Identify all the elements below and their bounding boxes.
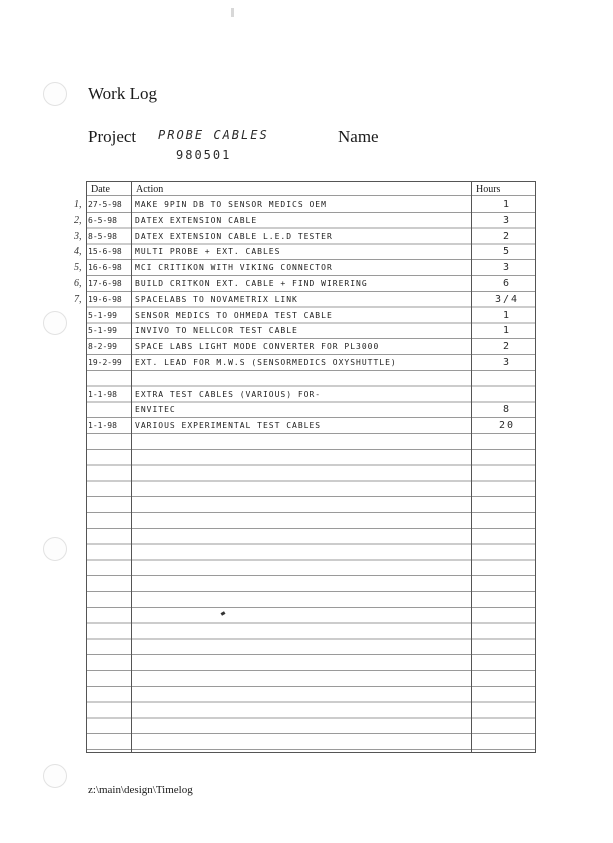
- date-cell: 5-1-99: [88, 310, 117, 320]
- action-cell: DATEX EXTENSION CABLE: [135, 215, 258, 225]
- action-cell: SPACE LABS LIGHT MODE CONVERTER FOR PL3000: [135, 342, 380, 352]
- hours-cell: 1: [502, 199, 512, 210]
- row-mark: 2,: [74, 214, 82, 226]
- hours-cell: 3: [502, 357, 512, 368]
- date-cell: 1-1-98: [88, 421, 117, 431]
- hours-cell: 3: [502, 214, 512, 226]
- punch-hole-3: [43, 537, 67, 561]
- project-value: PROBE CABLES: [158, 128, 269, 142]
- action-cell: SENSOR MEDICS TO OHMEDA TEST CABLE: [135, 310, 333, 320]
- table-row: [87, 403, 535, 417]
- table-row: [87, 372, 535, 386]
- row-mark: 3,: [74, 230, 82, 242]
- table-row: [87, 356, 535, 370]
- hours-cell: 8: [502, 404, 512, 416]
- date-cell: 16-6-98: [88, 263, 122, 273]
- row-mark: 5,: [74, 262, 82, 274]
- date-cell: 15-6-98: [88, 247, 122, 257]
- action-header: Action: [136, 184, 164, 195]
- hours-cell: 6: [502, 278, 512, 289]
- hours-cell: 5: [502, 246, 512, 258]
- action-cell: MCI CRITIKON WITH VIKING CONNECTOR: [135, 263, 333, 273]
- row-mark: 6,: [74, 278, 82, 289]
- hours-cell: 3: [502, 262, 512, 274]
- date-cell: 8-5-98: [88, 231, 117, 241]
- date-cell: 17-6-98: [88, 279, 122, 288]
- hours-cell: 2: [502, 230, 512, 242]
- row-mark: 7,: [74, 293, 82, 305]
- punch-hole-1: [43, 82, 67, 106]
- action-cell: DATEX EXTENSION CABLE L.E.D TESTER: [135, 231, 333, 241]
- action-cell: INVIVO TO NELLCOR TEST CABLE: [135, 326, 298, 336]
- hours-cell: 2: [502, 341, 512, 353]
- row-mark: 4,: [74, 246, 82, 258]
- file-path-footer: z:\main\design\Timelog: [88, 784, 193, 796]
- action-cell: VARIOUS EXPERIMENTAL TEST CABLES: [135, 421, 322, 431]
- table-row: [87, 309, 535, 323]
- hours-cell: 1: [502, 309, 512, 321]
- name-label: Name: [338, 127, 379, 146]
- scan-speck: [231, 8, 234, 17]
- hours-cell: 1: [502, 325, 512, 337]
- project-label: Project: [88, 127, 137, 146]
- date-cell: 19-2-99: [88, 358, 122, 367]
- action-cell: SPACELABS TO NOVAMETRIX LINK: [135, 294, 298, 304]
- date-cell: 5-1-99: [88, 326, 117, 336]
- hours-cell: 3/4: [494, 293, 520, 305]
- table-row: [87, 324, 535, 338]
- hours-cell: 20: [498, 420, 516, 432]
- table-row: [74, 245, 535, 259]
- table-row: [87, 340, 535, 354]
- action-cell: MULTI PROBE + EXT. CABLES: [135, 247, 281, 257]
- date-cell: 27-5-98: [88, 200, 122, 209]
- table-row: [74, 198, 535, 212]
- action-cell: EXT. LEAD FOR M.W.S (SENSORMEDICS OXYSHUTTLE): [135, 358, 397, 367]
- date-cell: 19-6-98: [88, 294, 122, 304]
- action-cell: MAKE 9PIN DB TO SENSOR MEDICS OEM: [135, 200, 327, 209]
- table-row: [74, 214, 535, 228]
- table-row: [74, 277, 535, 291]
- table-row: [74, 293, 535, 307]
- table-row: [74, 261, 535, 275]
- date-cell: 1-1-98: [88, 389, 117, 399]
- action-cell: ENVITEC: [135, 405, 176, 415]
- date-header: Date: [91, 184, 110, 195]
- date-cell: 6-5-98: [88, 215, 117, 225]
- table-row: [74, 230, 535, 244]
- action-cell: EXTRA TEST CABLES (VARIOUS) FOR-: [135, 389, 322, 399]
- punch-hole-4: [43, 764, 67, 788]
- hours-header: Hours: [476, 184, 501, 195]
- work-log-table: [74, 181, 536, 753]
- page-title: Work Log: [88, 84, 157, 103]
- table-row: [87, 419, 535, 433]
- action-cell: BUILD CRITKON EXT. CABLE + FIND WIRERING: [135, 279, 368, 288]
- table-row: [87, 388, 535, 402]
- row-mark: 1,: [74, 199, 82, 210]
- date-cell: 8-2-99: [88, 342, 117, 352]
- project-number: 980501: [176, 148, 232, 162]
- punch-hole-2: [43, 311, 67, 335]
